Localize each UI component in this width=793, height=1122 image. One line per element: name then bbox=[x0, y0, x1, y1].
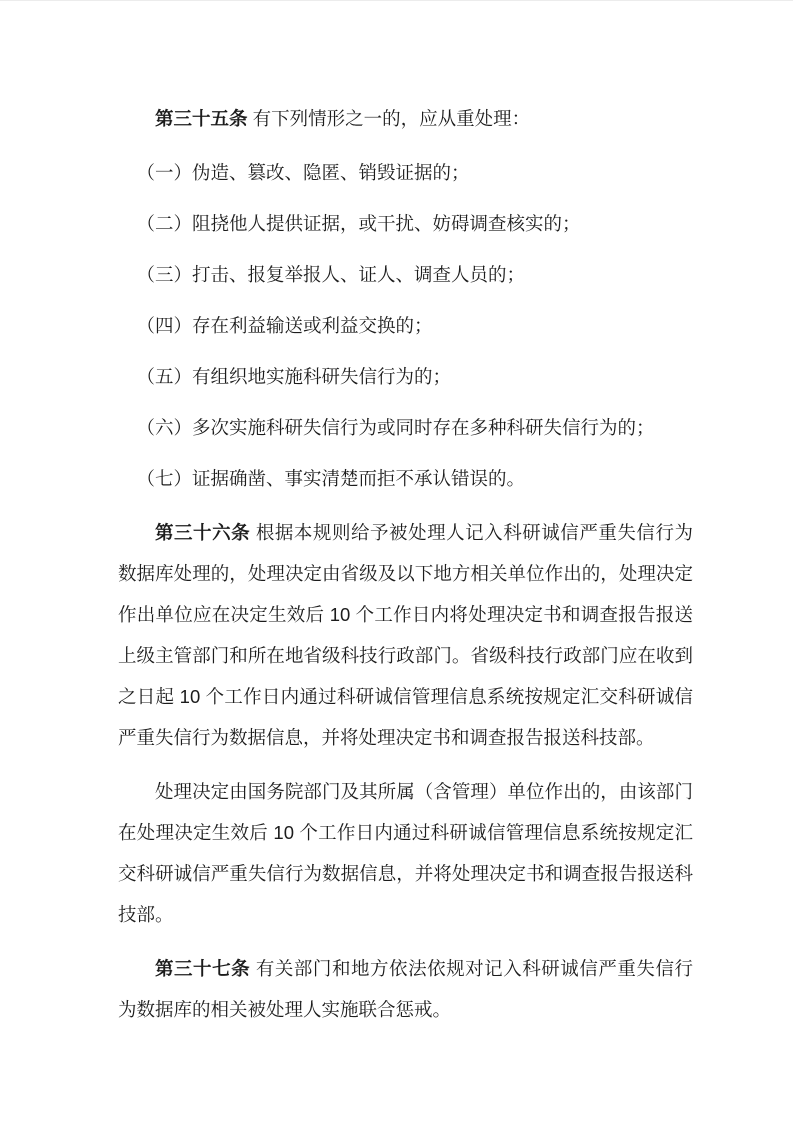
article-35-lead-text: 有下列情形之一的，应从重处理： bbox=[247, 108, 531, 129]
list-item-7-text: （七）证据确凿、事实清楚而拒不承认错误的。 bbox=[136, 468, 526, 489]
list-item-3-text: （三）打击、报复举报人、证人、调查人员的； bbox=[136, 264, 526, 285]
article-36-continuation-text: 处理决定由国务院部门及其所属（含管理）单位作出的，由该部门在处理决定生效后 10 个工作日内通过科研诚信管理信息系统按规定汇交科研诚信严重失信行为数据信息，并将处理决定书和调查报告报送科技部。 bbox=[118, 781, 693, 925]
article-36-number: 第三十六条 bbox=[155, 522, 251, 543]
list-item-4-text: （四）存在利益输送或利益交换的； bbox=[136, 315, 433, 336]
list-item-3 bbox=[118, 254, 693, 295]
list-item-5 bbox=[118, 356, 693, 397]
article-36-paragraph bbox=[118, 512, 693, 758]
list-item-6 bbox=[118, 407, 693, 448]
list-item-5-text: （五）有组织地实施科研失信行为的； bbox=[136, 366, 452, 387]
article-37-paragraph bbox=[118, 948, 693, 1030]
article-35-heading-paragraph bbox=[118, 98, 693, 139]
article-37-number: 第三十七条 bbox=[155, 958, 251, 979]
list-item-1-text: （一）伪造、篡改、隐匿、销毁证据的； bbox=[136, 162, 470, 183]
list-item-2-text: （二）阻挠他人提供证据，或干扰、妨碍调查核实的； bbox=[136, 213, 581, 234]
list-item-6-text: （六）多次实施科研失信行为或同时存在多种科研失信行为的； bbox=[136, 417, 655, 438]
article-37-text: 有关部门和地方依法依规对记入科研诚信严重失信行为数据库的相关被处理人实施联合惩戒。 bbox=[118, 958, 693, 1020]
article-35-number: 第三十五条 bbox=[155, 108, 248, 129]
list-item-7 bbox=[118, 458, 693, 499]
list-item-2 bbox=[118, 203, 693, 244]
list-item-1 bbox=[118, 152, 693, 193]
article-36-text: 根据本规则给予被处理人记入科研诚信严重失信行为数据库处理的，处理决定由省级及以下地方相关单位作出的，处理决定作出单位应在决定生效后 10 个工作日内将处理决定书和调查报告报送上级主管部门和所在地省级科技行政部门。省级科技行政部门应在收到之日起 10 个工作日内通过科研诚信管理信息系统按规定汇交科研诚信严重失信行为数据信息，并将处理决定书和调查报告报送科技部。 bbox=[118, 522, 693, 748]
document-body bbox=[0, 1, 793, 1030]
list-item-4 bbox=[118, 305, 693, 346]
article-36-continuation-paragraph bbox=[118, 771, 693, 935]
